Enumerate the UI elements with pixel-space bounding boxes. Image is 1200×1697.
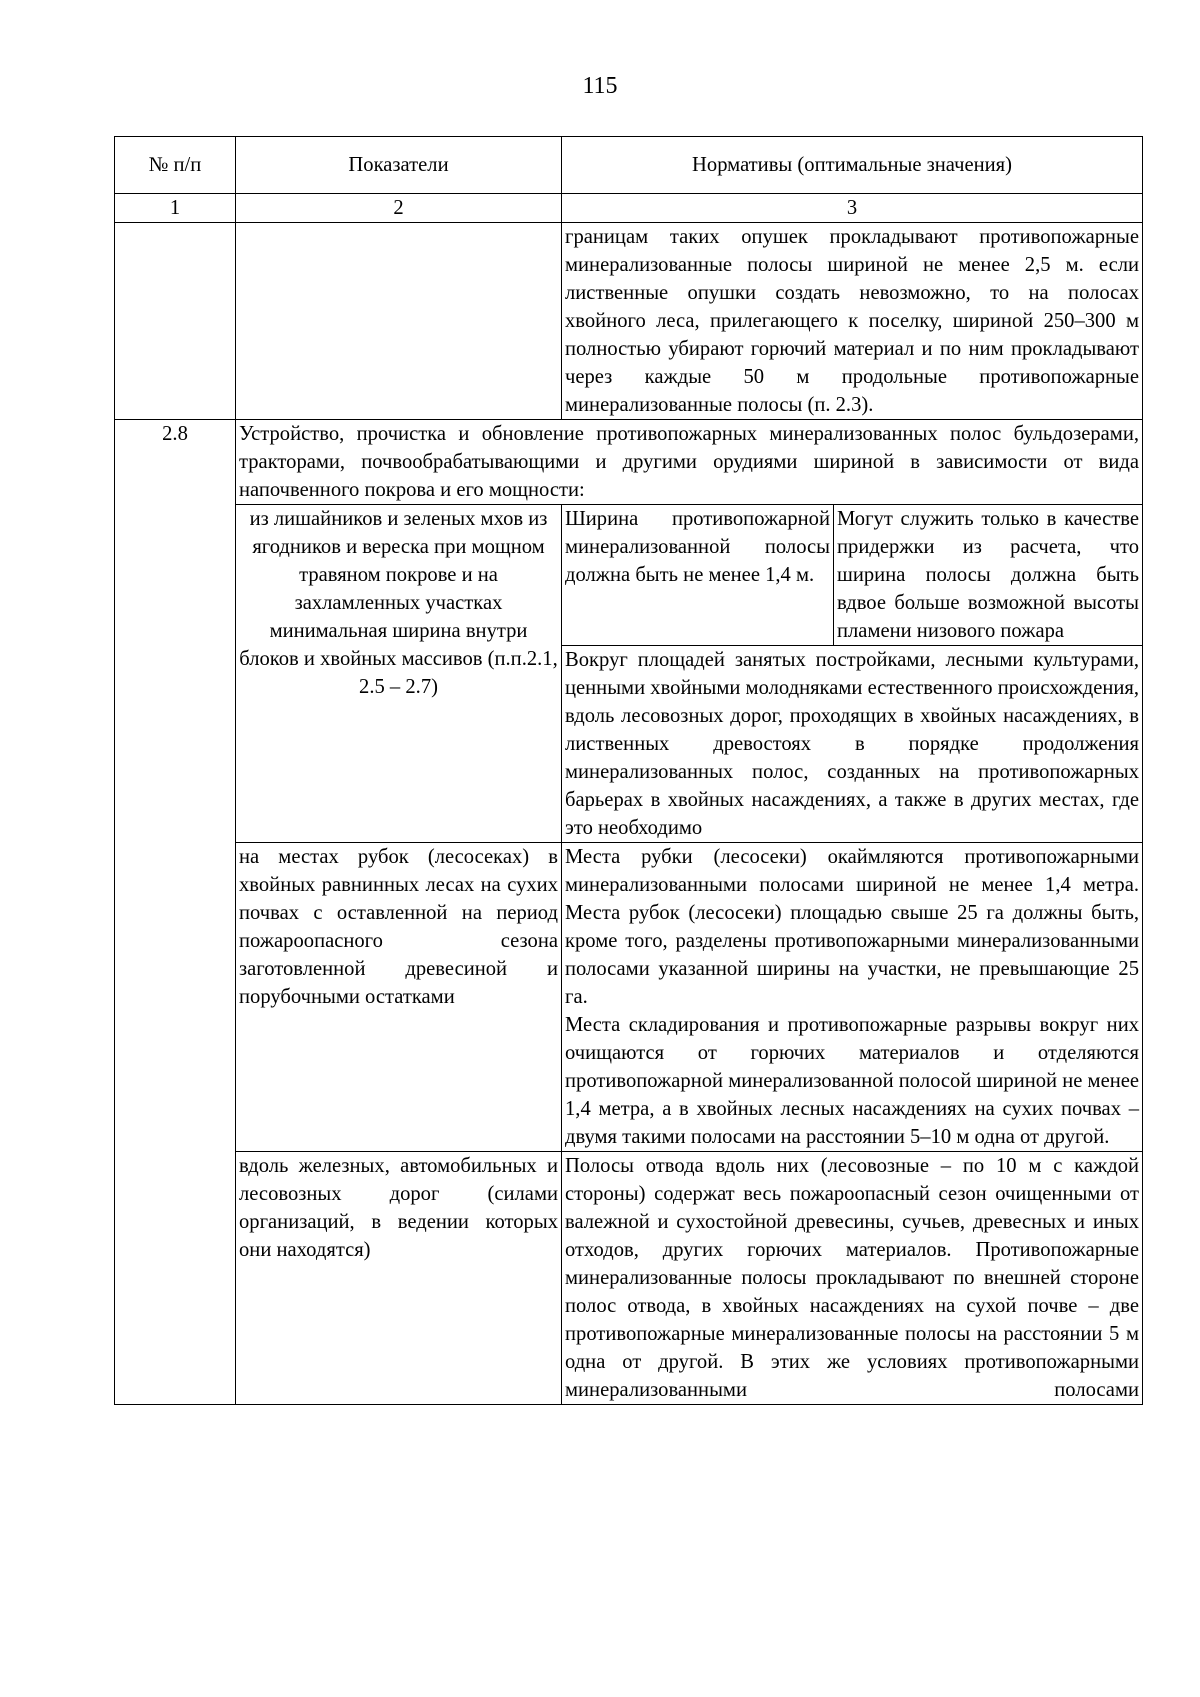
header-number: № п/п — [115, 137, 236, 194]
sub2-norm-paragraph-2: Места складирования и противопожарные разрывы вокруг них очищаются от горючих материалов и отделяются противопожарной минерализованной полосой шириной не менее 1,4 метра, а в хвойных лесных насаждениях на сухих почвах – двумя такими полосами на расстоянии 5–10 м одна от другой. — [565, 1014, 1140, 1148]
header-indicators: Показатели — [236, 137, 562, 194]
sub1-row-a — [115, 505, 1143, 646]
sub2-norm-paragraph-1: Места рубки (лесосеки) окаймляются противопожарными минерализованными полосами шириной не менее 1,4 метра. Места рубок (лесосеки) площадью свыше 25 га должны быть, кроме того, разделены противопожарными минерализованными полосами указанной ширины на участки, не превышающие 25 га. — [565, 846, 1140, 1008]
normatives-table — [114, 136, 1143, 1405]
page-number: 115 — [582, 73, 618, 99]
continuation-row — [115, 223, 1143, 420]
row-title: Устройство, прочистка и обновление противопожарных минерализованных полос бульдозерами, тракторами, почвообрабатывающими и другими орудиями шириной в зависимости от вида напочвенного покрова и его мощности: — [236, 420, 1143, 505]
sub1-norm-width: Ширина противопожарной минерализованной полосы должна быть не менее 1,4 м. — [562, 505, 834, 646]
continuation-number-cell — [115, 223, 236, 420]
sub1-norm-note: Могут служить только в качестве придержки из расчета, что ширина полосы должна быть вдвое больше возможной высоты пламени низового пожара — [834, 505, 1143, 646]
col-number-1: 1 — [115, 194, 236, 223]
continuation-text: границам таких опушек прокладывают противопожарные минерализованные полосы шириной не менее 2,5 м. если лиственные опушки создать невозможно, то на полосах хвойного леса, прилегающего к поселку, шириной 250–300 м полностью убирают горючий материал и по ним прокладывают через каждые 50 м продольные противопожарные минерализованные полосы (п. 2.3). — [562, 223, 1143, 420]
sub1-norm-locations: Вокруг площадей занятых постройками, лесными культурами, ценными хвойными молодняками естественного происхождения, вдоль лесовозных дорог, проходящих в хвойных насаждениях, в лиственных древостоях в порядке продолжения минерализованных полос, созданных на противопожарных барьерах в хвойных насаждениях, а также в других местах, где это необходимо — [562, 646, 1143, 843]
header-row — [115, 137, 1143, 194]
column-numbers-row — [115, 194, 1143, 223]
header-norms: Нормативы (оптимальные значения) — [562, 137, 1143, 194]
sub3-row — [115, 1152, 1143, 1405]
sub3-indicator: вдоль железных, автомобильных и лесовозных дорог (силами организаций, в ведении которых они находятся) — [236, 1152, 562, 1405]
col-number-2: 2 — [236, 194, 562, 223]
continuation-indicator-cell — [236, 223, 562, 420]
row-2-8-title — [115, 420, 1143, 505]
row-number: 2.8 — [115, 420, 236, 1405]
sub2-indicator: на местах рубок (лесосеках) в хвойных равнинных лесах на сухих почвах с оставленной на период пожароопасного сезона заготовленной древесиной и порубочными остатками — [236, 843, 562, 1152]
sub2-norm — [562, 843, 1143, 1152]
col-number-3: 3 — [562, 194, 1143, 223]
sub2-row — [115, 843, 1143, 1152]
sub3-norm: Полосы отвода вдоль них (лесовозные – по 10 м с каждой стороны) содержат весь пожароопасный сезон очищенными от валежной и сухостойной древесины, сучьев, древесных и иных отходов, других горючих материалов. Противопожарные минерализованные полосы прокладывают по внешней стороне полос отвода, в хвойных насаждениях на сухой почве – две противопожарные минерализованные полосы на расстоянии 5 м одна от другой. В этих же условиях противопожарными минерализованными полосами — [562, 1152, 1143, 1405]
sub1-indicator: из лишайников и зеленых мхов из ягодников и вереска при мощном травяном покрове и на захламленных участках минимальная ширина внутри блоков и хвойных массивов (п.п.2.1, 2.5 – 2.7) — [236, 505, 562, 843]
